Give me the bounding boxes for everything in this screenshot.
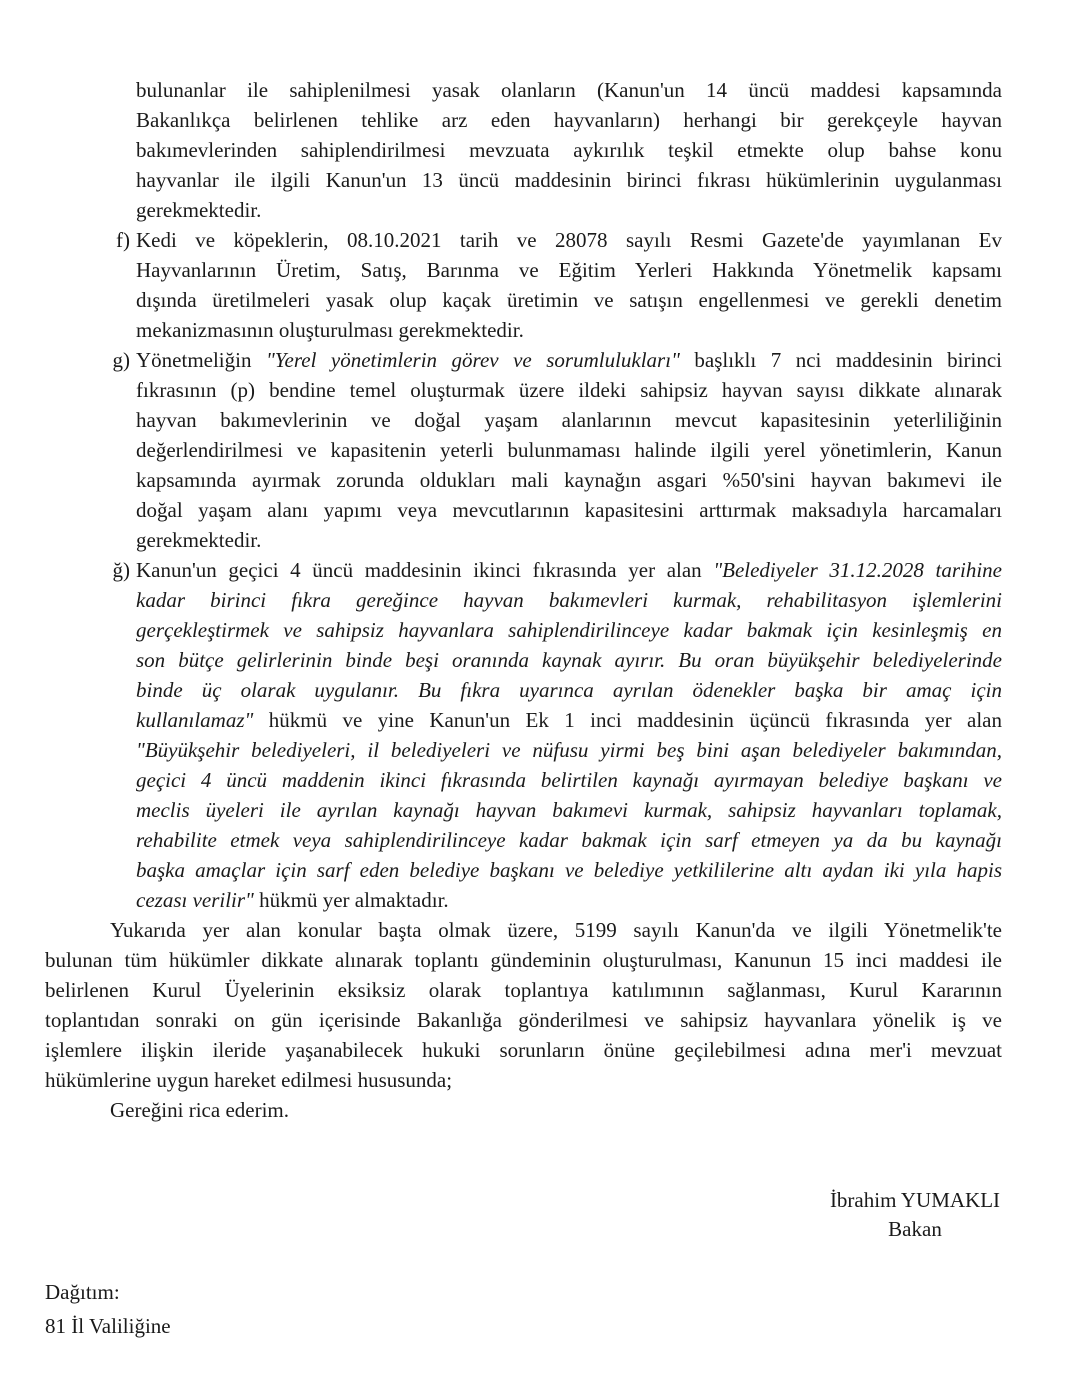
text-line: fıkrasının (p) bendine temel oluşturmak üzere ildeki sahipsiz hayvan sayısı dikkate alınarak xyxy=(136,378,1002,402)
text-line: belirlenen Kurul Üyelerinin eksiksiz olarak toplantıya katılımının sağlanması, Kurul Kararının xyxy=(45,978,1002,1002)
law-quote-line: kadar birinci fıkra gereğince hayvan bakımevleri kurmak, rehabilitasyon işlemlerini xyxy=(136,588,1002,612)
law-quote-line: son bütçe gelirlerinin binde beşi oranında kaynak ayırır. Bu oran büyükşehir belediyelerinde xyxy=(136,648,1002,672)
text-line: Kedi ve köpeklerin, 08.10.2021 tarih ve 28078 sayılı Resmi Gazete'de yayımlanan Ev xyxy=(136,228,1002,252)
distribution-label: Dağıtım: xyxy=(45,1280,120,1304)
text-line xyxy=(136,345,1002,375)
item-f-label: f) xyxy=(116,228,130,252)
text-span: başlıklı 7 nci maddesinin birinci xyxy=(679,348,1002,372)
text-line: hayvanlar ile ilgili Kanun'un 13 üncü maddesinin birinci fıkrası hükümlerinin uygulanması xyxy=(136,168,1002,192)
text-line: toplantıdan sonraki on gün içerisinde Bakanlığa gönderilmesi ve sahipsiz hayvanlara yönelik iş ve xyxy=(45,1008,1002,1032)
text-line: işlemlere ilişkin ileride yaşanabilecek hukuki sorunların önüne geçilebilmesi adına mer'i mevzuat xyxy=(45,1038,1002,1062)
text-span: hükmü yer almaktadır. xyxy=(253,888,449,912)
text-line xyxy=(136,885,1002,915)
item-g-label: g) xyxy=(112,348,130,372)
law-quote: "Belediyeler 31.12.2028 tarihine xyxy=(713,558,1002,582)
request-line: Gereğini rica ederim. xyxy=(110,1098,289,1122)
text-line: Hayvanlarının Üretim, Satış, Barınma ve Eğitim Yerleri Hakkında Yönetmelik kapsamı xyxy=(136,258,1002,282)
law-quote-line: rehabilite etmek veya sahiplendirilinceye kadar bakmak için sarf etmeyen ya da bu kaynağı xyxy=(136,828,1002,852)
law-quote-line: gerçekleştirmek ve sahipsiz hayvanlara sahiplendirilinceye kadar bakmak için kesinleşmiş en xyxy=(136,618,1002,642)
text-line: değerlendirilmesi ve kapasitenin yeterli bulunmaması halinde ilgili yerel yönetimlerin, Kanun xyxy=(136,438,1002,462)
text-line: kapsamında ayırmak zorunda oldukları mali kaynağın asgari %50'sini hayvan bakımevi ile xyxy=(136,468,1002,492)
law-quote-line: meclis üyeleri ile ayrılan kaynağı hayvan bakımevi kurmak, sahipsiz hayvanları toplamak, xyxy=(136,798,1002,822)
signatory-name: İbrahim YUMAKLI xyxy=(829,1188,1001,1212)
item-g-breve-label: ğ) xyxy=(112,558,130,582)
text-line xyxy=(136,705,1002,735)
text-line: gerekmektedir. xyxy=(136,528,262,552)
text-line: bulunanlar ile sahiplenilmesi yasak olanların (Kanun'un 14 üncü maddesi kapsamında xyxy=(136,78,1002,102)
text-line xyxy=(136,555,1002,585)
quoted-title: "Yerel yönetimlerin görev ve sorumlulukları" xyxy=(265,348,680,372)
text-line: Bakanlıkça belirlenen tehlike arz eden hayvanların) herhangi bir gerekçeyle hayvan xyxy=(136,108,1002,132)
law-quote-line: "Büyükşehir belediyeleri, il belediyeleri ve nüfusu yirmi beş bini aşan belediyeler bakımından, xyxy=(136,738,1002,762)
text-line: doğal yaşam alanı yapımı veya mevcutlarının kapasitesini arttırmak maksadıyla harcamaları xyxy=(136,498,1002,522)
law-quote-line: başka amaçlar için sarf eden belediye başkanı ve belediye yetkililerine altı aydan iki yıla hapis xyxy=(136,858,1002,882)
text-line: dışında üretilmeleri yasak olup kaçak üretimin ve satışın engellenmesi ve gerekli denetim xyxy=(136,288,1002,312)
text-line: mekanizmasının oluşturulması gerekmektedir. xyxy=(136,318,524,342)
distribution-recipient: 81 İl Valiliğine xyxy=(45,1314,171,1338)
law-quote: kullanılamaz" xyxy=(136,708,254,732)
text-span: Kanun'un geçici 4 üncü maddesinin ikinci fıkrasında yer alan xyxy=(136,558,714,582)
text-line: hükümlerine uygun hareket edilmesi hususunda; xyxy=(45,1068,453,1092)
law-quote-line: binde üç olarak uygulanır. Bu fıkra uyarınca ayrılan ödenekler başka bir amaç için xyxy=(136,678,1002,702)
text-span: Yönetmeliğin xyxy=(136,348,266,372)
signatory-title: Bakan xyxy=(888,1217,942,1241)
text-line: hayvan bakımevlerinin ve doğal yaşam alanlarının mevcut kapasitesinin yeterliliğinin xyxy=(136,408,1002,432)
text-line: Yukarıda yer alan konular başta olmak üzere, 5199 sayılı Kanun'da ve ilgili Yönetmelik'te xyxy=(110,918,1002,942)
law-quote: cezası verilir" xyxy=(136,888,254,912)
text-span: hükmü ve yine Kanun'un Ek 1 inci maddesinin üçüncü fıkrasında yer alan xyxy=(253,708,1002,732)
law-quote-line: geçici 4 üncü maddenin ikinci fıkrasında belirtilen kaynağı ayırmayan belediye başkanı ve xyxy=(136,768,1002,792)
text-line: bakımevlerinden sahiplendirilmesi mevzuata aykırılık teşkil etmekte olup bahse konu xyxy=(136,138,1002,162)
text-line: gerekmektedir. xyxy=(136,198,262,222)
text-line: bulunan tüm hükümler dikkate alınarak toplantı gündeminin oluşturulması, Kanunun 15 inci maddesi ile xyxy=(45,948,1002,972)
